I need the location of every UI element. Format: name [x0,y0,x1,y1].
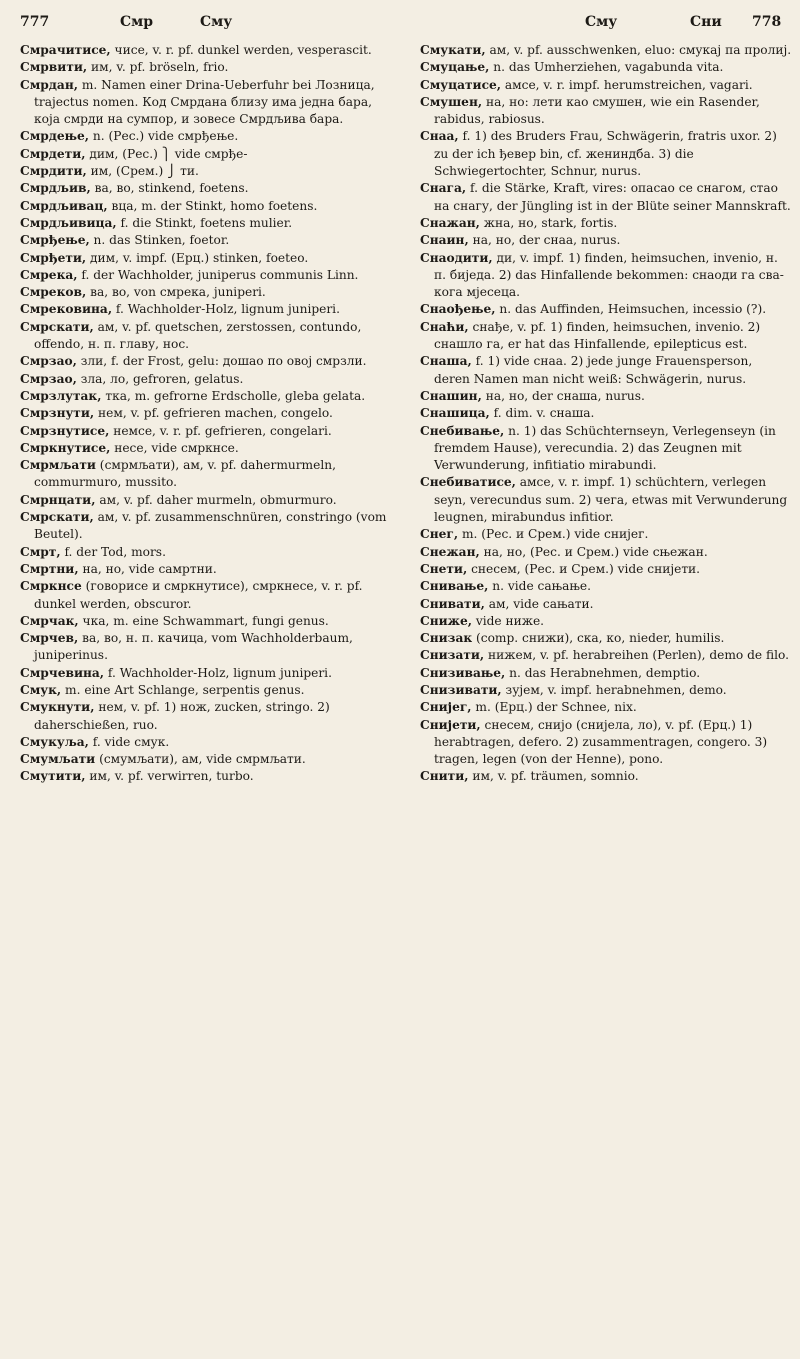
entry-definition: снесем, снијо (снијела, ло), v. pf. (Ерц.) 1) herabtragen, defero. 2) zusammentragen, congero. 3) tragen, legen (von der Henne), pono. [434,717,768,767]
entry-definition: им, v. pf. verwirren, turbo. [85,769,254,784]
entry-definition: n. das Umherziehen, vagabunda vita. [489,60,724,75]
dictionary-entry [420,319,792,354]
dictionary-entry [20,734,392,751]
entry-headword: Снаин, [420,233,469,248]
entry-definition: vide ниже. [471,613,545,628]
entry-headword: Смрмљати [20,458,96,473]
entry-headword: Смукуља, [20,734,89,749]
entry-definition: снесем, (Рес. и Срем.) vide снијети. [467,561,701,576]
entry-headword: Смук, [20,682,62,697]
entry-headword: Снежан, [420,544,480,559]
entry-headword: Снашин, [420,388,482,403]
entry-definition: на, но, (Рес. и Срем.) vide сњежан. [479,544,708,559]
entry-headword: Смрчев, [20,631,79,646]
entry-headword: Смуцање, [420,60,490,75]
entry-headword: Снаша, [420,354,472,369]
dictionary-entry [20,457,392,492]
entry-definition: (comp. снижи), ска, ко, nieder, humilis. [472,631,725,646]
entry-headword: Смрзао, [20,354,77,369]
dictionary-entry [420,768,792,785]
entry-definition: чка, m. eine Schwammart, fungi genus. [78,613,329,628]
entry-definition: зујем, v. impf. herabnehmen, demo. [501,682,727,697]
entry-headword: Снизивање, [420,665,506,680]
dictionary-entry [20,250,392,267]
entry-headword: Снашица, [420,406,490,421]
entry-definition: m. eine Art Schlange, serpentis genus. [61,682,305,697]
entry-definition: ам, v. pf. quetschen, zerstossen, contundo, offendo, н. п. главу, нос. [34,319,362,352]
entry-headword: Смрдети, [20,146,86,161]
dictionary-entry [420,301,792,318]
entry-headword: Смукнути, [20,700,95,715]
entry-headword: Смрнцати, [20,492,96,507]
dictionary-entry [20,405,392,422]
entry-headword: Смрђети, [20,250,87,265]
entry-definition: нем, v. pf. gefrieren machen, congelo. [94,406,333,421]
entry-definition: нижем, v. pf. herabreihen (Perlen), demo de filo. [484,648,790,663]
entry-headword: Смушен, [420,94,483,109]
entry-definition: n. das Herabnehmen, demptio. [505,665,701,680]
entry-definition: амсе, v. r. impf. herumstreichen, vagari. [501,77,753,92]
dictionary-entry [20,492,392,509]
dictionary-entry [420,717,792,769]
dictionary-entry [420,596,792,613]
entry-definition: m. Namen einer Drina-Ueberfuhr bei Лозница, trajectus nomen. Код Смрдана близу има једна бара, која смрди на сумпор, и зовесе Смрдљива бара. [34,77,375,127]
entry-headword: Смрековина, [20,302,113,317]
entry-headword: Снити, [420,769,469,784]
entry-definition: f. vide смук. [88,734,170,749]
entry-definition: (смумљати), ам, vide смрмљати. [95,752,306,767]
entry-definition: дим, (Рес.) ⎫ vide смрђе- [85,146,248,161]
entry-definition: f. Wachholder-Holz, lignum juniperi. [104,665,332,680]
entry-definition: дим, v. impf. (Ерц.) stinken, foeteo. [86,250,309,265]
entry-headword: Смрђење, [20,233,90,248]
dictionary-entry [420,250,792,302]
entry-definition: f. 1) vide снаа. 2) jede junge Frauensperson, deren Namen man nicht weiß: Schwägerin, nurus. [434,354,753,386]
dictionary-entry [420,232,792,249]
entry-definition: вца, m. der Stinkt, homo foetens. [107,198,318,213]
page-number-right: 778 [752,14,782,30]
dictionary-entry [20,42,392,59]
dictionary-entry [20,163,392,180]
entry-definition: n. (Рес.) vide смрђење. [89,129,239,144]
entry-headword: Снијег, [420,700,472,715]
entry-definition: чисе, v. r. pf. dunkel werden, vesperascit. [110,43,372,57]
entry-headword: Смрдљивац, [20,198,108,213]
dictionary-entry [420,42,792,59]
entry-headword: Снијети, [420,717,481,732]
dictionary-entry [420,682,792,699]
dictionary-entry [420,561,792,578]
entry-definition: ди, v. impf. 1) finden, heimsuchen, invenio, н. п. биједа. 2) das Hinfallende bekommen: снаоди га сва-кога мјесеца. [434,250,784,300]
entry-definition: f. der Tod, mors. [60,544,166,559]
entry-headword: Смрвити, [20,60,88,75]
entry-definition: тка, m. gefrorne Erdscholle, gleba gelata. [101,388,366,403]
dictionary-entry [20,267,392,284]
entry-definition: несе, vide смркнсе. [110,440,239,455]
entry-headword: Смрзнути, [20,406,95,421]
entry-headword: Смрзлутак, [20,388,102,403]
dictionary-entry [420,526,792,543]
entry-definition: ам, v. pf. zusammenschnüren, constringo (vom Beutel). [34,510,387,542]
entry-headword: Снивати, [420,596,485,611]
entry-definition: m. (Рес. и Срем.) vide снијег. [458,527,649,542]
dictionary-entry [20,128,392,145]
entry-headword: Смрт, [20,544,61,559]
entry-headword: Смркнсе [20,579,82,594]
dictionary-entry [20,388,392,405]
right-column [420,42,792,786]
entry-headword: Снивање, [420,579,489,594]
entry-definition: на, но, vide самртни. [78,561,217,576]
entry-headword: Смреков, [20,285,87,300]
entry-headword: Смрзнутисе, [20,423,110,438]
dictionary-entry [20,77,392,129]
entry-definition: им, (Срем.) ⎭ ти. [86,164,199,179]
dictionary-entry [420,647,792,664]
entry-headword: Смуцатисе, [420,77,501,92]
entry-headword: Смрдљив, [20,181,91,196]
entry-headword: Смрдљивица, [20,215,117,230]
dictionary-entry [20,284,392,301]
entry-headword: Сниже, [420,613,472,628]
entry-definition: f. die Stärke, Kraft, vires: опасао се снагом, стао на снагу, der Jüngling ist in der Blüte seiner Mannskraft. [434,181,791,213]
entry-definition: f. Wachholder-Holz, lignum juniperi. [112,302,340,317]
dictionary-entry [20,371,392,388]
dictionary-entry [420,613,792,630]
dictionary-entry [420,578,792,595]
entry-definition: ва, во, н. п. качица, vom Wachholderbaum, juniperinus. [34,631,353,663]
entry-definition: ва, во, stinkend, foetens. [90,181,249,196]
dictionary-entry [420,699,792,716]
entry-definition: ам, v. pf. daher murmeln, obmurmuro. [95,492,337,507]
dictionary-entry [420,544,792,561]
entry-headword: Снага, [420,181,467,196]
entry-headword: Снети, [420,561,468,576]
entry-headword: Смрдан, [20,77,78,92]
dictionary-entry [20,198,392,215]
entry-definition: зли, f. der Frost, gelu: дошао по овој смрзли. [76,354,367,369]
dictionary-entry [20,544,392,561]
dictionary-entry [20,423,392,440]
dictionary-entry [20,180,392,197]
dictionary-entry [20,215,392,232]
dictionary-entry [420,405,792,422]
dictionary-entry [420,474,792,526]
dictionary-entry [20,440,392,457]
entry-definition: ва, во, von смрека, juniperi. [86,285,266,300]
dictionary-entry [20,353,392,370]
dictionary-entry [420,388,792,405]
entry-definition: на, но, der снаша, nurus. [481,388,645,403]
dictionary-entry [20,699,392,734]
entry-headword: Снег, [420,527,459,542]
dictionary-entry [20,630,392,665]
entry-headword: Смркнутисе, [20,440,111,455]
entry-headword: Смрскати, [20,319,94,334]
page-header [0,8,800,34]
dictionary-entry [20,146,392,163]
entry-definition: на, но, der снаа, nurus. [468,233,621,248]
entry-headword: Смрдити, [20,164,87,179]
dictionary-entry [20,751,392,768]
entry-definition: n. vide сањање. [488,579,591,594]
entry-headword: Смутити, [20,769,86,784]
dictionary-entry [20,682,392,699]
entry-headword: Смртни, [20,561,79,576]
entry-headword: Смумљати [20,752,96,767]
entry-headword: Снизак [420,631,473,646]
dictionary-entry [20,561,392,578]
entry-headword: Снаодити, [420,250,493,265]
entry-definition: n. das Stinken, foetor. [89,233,230,248]
dictionary-entry [420,353,792,388]
page-number-left: 777 [20,14,50,30]
dictionary-entry [420,128,792,180]
entry-headword: Смрскати, [20,510,94,525]
dictionary-entry [20,613,392,630]
dictionary-entry [420,215,792,232]
dictionary-entry [420,94,792,129]
entry-definition: зла, ло, gefroren, gelatus. [76,371,244,386]
entry-definition: m. (Ерц.) der Schnee, nix. [471,700,637,715]
entry-headword: Смрека, [20,267,78,282]
header-guide-word-1: Смр [120,14,154,30]
dictionary-entry [420,180,792,215]
header-guide-word-2: Сму [200,14,233,30]
entry-headword: Смрачитисе, [20,43,111,57]
dictionary-entry [20,578,392,613]
entry-headword: Снаођење, [420,302,496,317]
entry-headword: Смрчевина, [20,665,105,680]
entry-headword: Снаа, [420,129,459,144]
entry-definition: n. 1) das Schüchternseyn, Verlegenseyn (in fremdem Hause), verecundia. 2) das Zeugnen mit Verwunderung, infitiatio mirabundi. [434,423,776,473]
dictionary-entry [420,630,792,647]
entry-headword: Снебиватисе, [420,475,516,490]
entry-headword: Снебивање, [420,423,505,438]
dictionary-entry [20,509,392,544]
dictionary-entry [20,665,392,682]
dictionary-entry [420,665,792,682]
left-column [20,42,392,786]
dictionary-entry [20,319,392,354]
entry-definition: (смрмљати), ам, v. pf. dahermurmeln, commurmuro, mussito. [34,458,336,490]
dictionary-entry [420,77,792,94]
entry-headword: Смукати, [420,43,486,57]
header-guide-word-4: Сни [690,14,722,30]
entry-definition: им, v. pf. bröseln, frio. [87,60,229,75]
entry-definition: f. die Stinkt, foetens mulier. [116,215,293,230]
entry-headword: Смрзао, [20,371,77,386]
dictionary-entry [20,768,392,785]
entry-definition: жна, но, stark, fortis. [479,215,618,230]
entry-definition: f. 1) des Bruders Frau, Schwägerin, fratris uxor. 2) zu der ich ђевер bin, cf. жениндба. 3) die Schwiegertochter, Schnur, nurus. [434,129,777,179]
entry-definition: им, v. pf. träumen, somnio. [468,769,639,784]
entry-definition: (говорисе и смркнутисе), смркнесе, v. r. pf. dunkel werden, obscuror. [34,579,363,611]
entry-headword: Смрдење, [20,129,90,144]
dictionary-entry [420,59,792,76]
entry-definition: ам, v. pf. ausschwenken, eluo: смукај па пролиј. [485,43,792,57]
dictionary-entry [420,423,792,475]
entry-definition: снађе, v. pf. 1) finden, heimsuchen, invenio. 2) снашло га, er hat das Hinfallende, epilepticus est. [434,319,761,352]
entry-headword: Снизати, [420,648,485,663]
entry-definition: на, но: лети као смушен, wie ein Rasender, rabidus, rabiosus. [434,94,760,127]
entry-definition: немсе, v. r. pf. gefrieren, congelari. [109,423,332,438]
entry-headword: Снизивати, [420,682,502,697]
entry-headword: Смрчак, [20,613,79,628]
header-guide-word-3: Сму [585,14,618,30]
dictionary-entry [20,59,392,76]
entry-definition: f. dim. v. снаша. [489,406,595,421]
entry-definition: n. das Auffinden, Heimsuchen, incessio (?). [495,302,767,317]
dictionary-entry [20,232,392,249]
entry-definition: f. der Wachholder, juniperus communis Linn. [77,267,359,282]
entry-definition: ам, vide сањати. [484,596,594,611]
entry-headword: Снажан, [420,215,480,230]
entry-definition: амсе, v. r. impf. 1) schüchtern, verlegen seyn, verecundus sum. 2) чега, etwas mit Verwunderung leugnen, mirabundus infitior. [434,475,788,525]
entry-headword: Снаћи, [420,319,469,334]
dictionary-entry [20,301,392,318]
entry-definition: нем, v. pf. 1) нож, zucken, stringo. 2) daherschießen, ruo. [34,700,330,732]
